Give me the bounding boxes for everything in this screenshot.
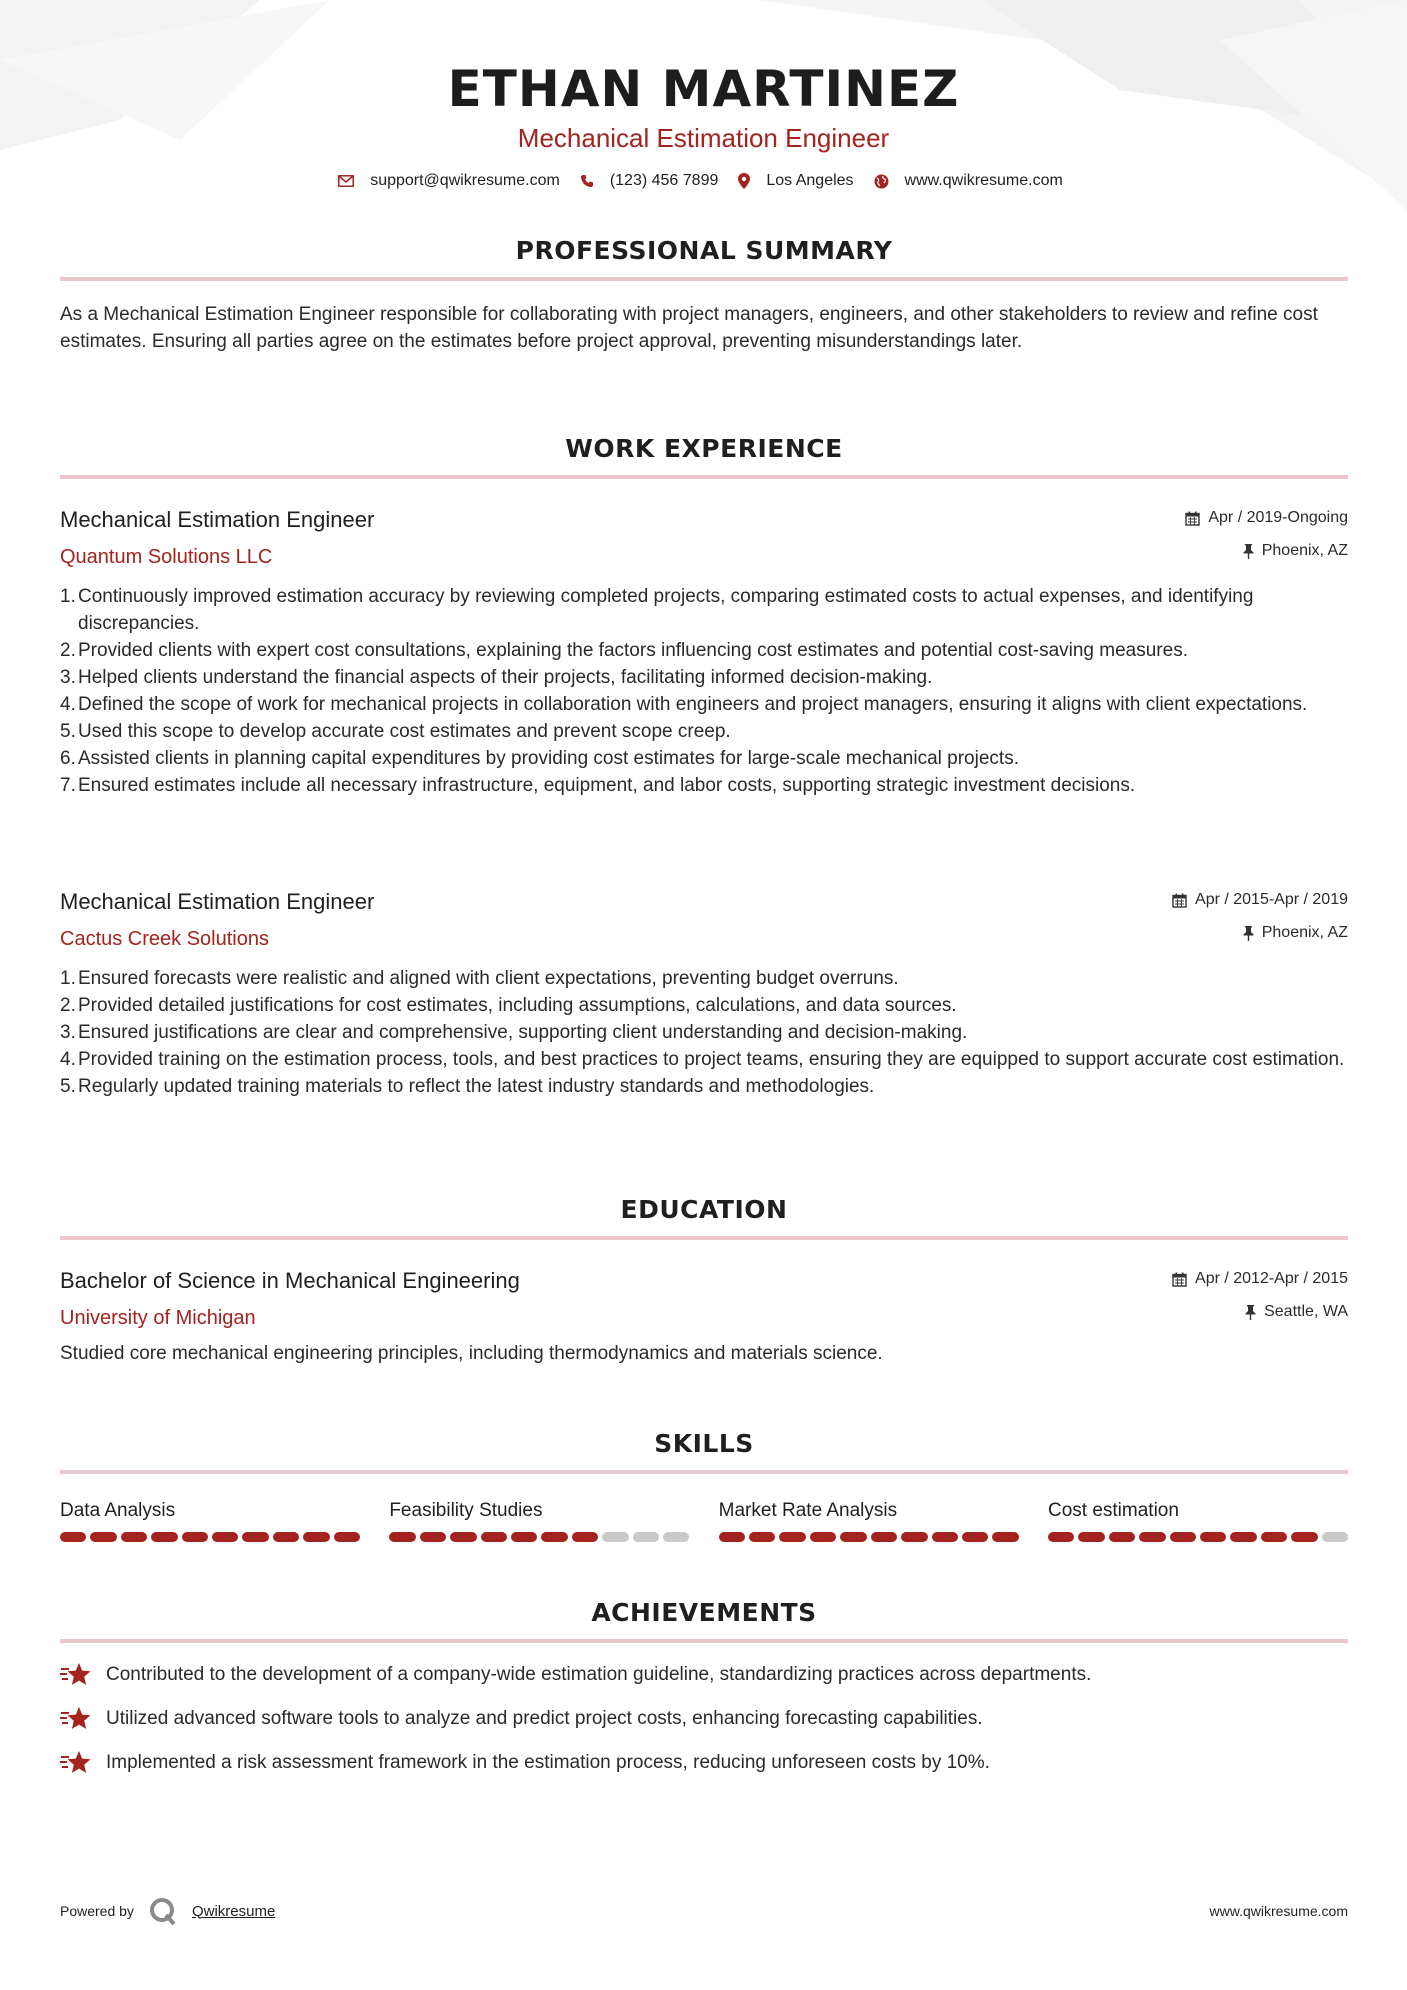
skill-item (719, 1498, 1019, 1542)
calendar-icon (1172, 1272, 1187, 1287)
skill-level-segment (1291, 1532, 1317, 1542)
skill-level-segment (749, 1532, 775, 1542)
contact-website-text: www.qwikresume.com (904, 172, 1063, 189)
skill-level-segment (779, 1532, 805, 1542)
skill-level-segment (1261, 1532, 1287, 1542)
job-bullet-list (60, 965, 1348, 1100)
skill-level-segment (719, 1532, 745, 1542)
skill-level-segment (242, 1532, 268, 1542)
star-icon (60, 1662, 92, 1688)
contact-phone-text: (123) 456 7899 (609, 172, 719, 189)
list-item: 3. Helped clients understand the financial aspects of their projects, facilitating informed decision-making. (60, 667, 933, 688)
skill-level-bar (1048, 1532, 1348, 1542)
list-item: 7. Ensured estimates include all necessary infrastructure, equipment, and labor costs, supporting strategic investment decisions. (60, 775, 1136, 796)
skill-level-segment (334, 1532, 360, 1542)
skill-level-segment (962, 1532, 988, 1542)
skill-item (60, 1498, 360, 1542)
candidate-name: ETHAN MARTINEZ (447, 60, 960, 118)
envelope-icon (338, 175, 354, 187)
section-divider (60, 1639, 1348, 1643)
education-school: University of Michigan (60, 1307, 256, 1329)
skill-level-segment (450, 1532, 476, 1542)
skill-level-segment (273, 1532, 299, 1542)
achievement-text: Implemented a risk assessment framework in the estimation process, reducing unforeseen costs by 10%. (106, 1752, 990, 1773)
contact-bar (0, 172, 1407, 190)
skills-section (60, 1429, 1348, 1542)
skill-level-segment (1109, 1532, 1135, 1542)
pushpin-icon (1245, 1305, 1256, 1320)
achievements-section (60, 1598, 1348, 1785)
powered-by-label: Powered by (60, 1903, 134, 1919)
skill-level-segment (182, 1532, 208, 1542)
skill-level-segment (1200, 1532, 1226, 1542)
skill-level-segment (303, 1532, 329, 1542)
skill-level-segment (992, 1532, 1018, 1542)
experience-heading: WORK EXPERIENCE (565, 434, 843, 463)
skill-level-segment (1048, 1532, 1074, 1542)
skill-level-segment (901, 1532, 927, 1542)
skill-level-segment (1078, 1532, 1104, 1542)
skill-level-segment (663, 1532, 689, 1542)
globe-icon (874, 174, 889, 189)
job-bullet-list (60, 583, 1348, 799)
contact-location (738, 172, 853, 190)
skill-level-segment (810, 1532, 836, 1542)
list-item: 5. Regularly updated training materials to reflect the latest industry standards and methodologies. (60, 1076, 875, 1097)
location-pin-icon (738, 173, 750, 189)
skill-level-segment (1230, 1532, 1256, 1542)
candidate-title: Mechanical Estimation Engineer (517, 123, 890, 153)
calendar-icon (1185, 511, 1200, 526)
achievement-text: Contributed to the development of a company-wide estimation guideline, standardizing practices across departments. (106, 1664, 1092, 1685)
section-divider (60, 475, 1348, 479)
contact-email[interactable] (338, 172, 560, 190)
section-divider (60, 1470, 1348, 1474)
skill-level-segment (932, 1532, 958, 1542)
summary-heading: PROFESSIONAL SUMMARY (515, 236, 893, 265)
skill-name: Data Analysis (60, 1500, 176, 1521)
job-dates: Apr / 2015-Apr / 2019 (1195, 891, 1348, 908)
page-footer (60, 1896, 1348, 1926)
skills-list (60, 1498, 1348, 1542)
job-company: Cactus Creek Solutions (60, 928, 269, 950)
resume-header (0, 0, 1407, 190)
achievements-heading: ACHIEVEMENTS (591, 1598, 817, 1627)
achievements-list (60, 1653, 1348, 1785)
list-item: 4. Provided training on the estimation process, tools, and best practices to project teams, ensuring they are equipped to support accurate cost estimation. (60, 1049, 1345, 1070)
phone-icon (580, 174, 594, 188)
skill-level-segment (602, 1532, 628, 1542)
skill-level-segment (389, 1532, 415, 1542)
skill-level-segment (121, 1532, 147, 1542)
education-description: Studied core mechanical engineering principles, including thermodynamics and materials science. (60, 1343, 883, 1364)
skill-level-bar (389, 1532, 689, 1542)
skills-heading: SKILLS (654, 1429, 754, 1458)
experience-section (60, 434, 1348, 479)
education-degree: Bachelor of Science in Mechanical Engineering (60, 1268, 520, 1293)
skill-name: Feasibility Studies (389, 1500, 543, 1521)
skill-item (1048, 1498, 1348, 1542)
skill-level-segment (151, 1532, 177, 1542)
qwikresume-logo-icon (148, 1896, 178, 1926)
contact-email-text: support@qwikresume.com (370, 172, 560, 189)
job-location: Phoenix, AZ (1261, 924, 1348, 941)
achievement-item (60, 1741, 1348, 1785)
list-item: 2. Provided clients with expert cost consultations, explaining the factors influencing cost estimates and potential cost-saving measures. (60, 640, 1188, 661)
job-role: Mechanical Estimation Engineer (60, 507, 375, 532)
job-role: Mechanical Estimation Engineer (60, 889, 375, 914)
job-entry (60, 888, 1348, 1100)
list-item: 1. Continuously improved estimation accuracy by reviewing completed projects, comparing estimated costs to actual expenses, and identifying discrepancies. (60, 586, 1254, 634)
skill-level-segment (1322, 1532, 1348, 1542)
list-item: 6. Assisted clients in planning capital expenditures by providing cost estimates for large-scale mechanical projects. (60, 748, 1019, 769)
contact-location-text: Los Angeles (766, 172, 854, 189)
contact-website[interactable] (874, 172, 1063, 190)
pushpin-icon (1243, 926, 1254, 941)
skill-level-bar (60, 1532, 360, 1542)
job-entry (60, 506, 1348, 799)
achievement-text: Utilized advanced software tools to analyze and predict project costs, enhancing forecasting capabilities. (106, 1708, 983, 1729)
education-heading: EDUCATION (620, 1195, 788, 1224)
job-dates: Apr / 2019-Ongoing (1208, 509, 1348, 526)
skill-level-segment (212, 1532, 238, 1542)
skill-item (389, 1498, 689, 1542)
summary-section (60, 236, 1348, 355)
list-item: 5. Used this scope to develop accurate cost estimates and prevent scope creep. (60, 721, 731, 742)
list-item: 2. Provided detailed justifications for cost estimates, including assumptions, calculations, and data sources. (60, 995, 957, 1016)
job-location: Phoenix, AZ (1261, 542, 1348, 559)
education-location: Seattle, WA (1264, 1303, 1348, 1320)
education-dates: Apr / 2012-Apr / 2015 (1195, 1270, 1348, 1287)
skill-level-segment (840, 1532, 866, 1542)
job-company: Quantum Solutions LLC (60, 546, 273, 568)
skill-level-segment (90, 1532, 116, 1542)
skill-level-segment (633, 1532, 659, 1542)
pushpin-icon (1243, 544, 1254, 559)
star-icon (60, 1750, 92, 1776)
education-entry (60, 1267, 1348, 1367)
skill-level-bar (719, 1532, 1019, 1542)
skill-name: Market Rate Analysis (718, 1500, 898, 1521)
list-item: 1. Ensured forecasts were realistic and aligned with client expectations, preventing budget overruns. (60, 968, 899, 989)
skill-level-segment (572, 1532, 598, 1542)
skill-level-segment (420, 1532, 446, 1542)
skill-level-segment (60, 1532, 86, 1542)
summary-text: As a Mechanical Estimation Engineer responsible for collaborating with project managers, engineers, and other stakeholders to review and refine cost estimates. Ensuring all parties agree on the estimates before project approval, preventing misunderstandings later. (60, 304, 1318, 352)
star-icon (60, 1706, 92, 1732)
calendar-icon (1172, 893, 1187, 908)
skill-level-segment (511, 1532, 537, 1542)
skill-level-segment (1139, 1532, 1165, 1542)
contact-phone[interactable] (580, 172, 719, 190)
skill-level-segment (1170, 1532, 1196, 1542)
skill-name: Cost estimation (1047, 1500, 1179, 1521)
skill-level-segment (481, 1532, 507, 1542)
skill-level-segment (871, 1532, 897, 1542)
achievement-item (60, 1697, 1348, 1741)
section-divider (60, 1236, 1348, 1240)
education-section (60, 1195, 1348, 1240)
list-item: 3. Ensured justifications are clear and comprehensive, supporting client understanding and decision-making. (60, 1022, 968, 1043)
qwikresume-link[interactable]: Qwikresume (191, 1902, 276, 1920)
achievement-item (60, 1653, 1348, 1697)
footer-url[interactable]: www.qwikresume.com (1209, 1903, 1348, 1919)
section-divider (60, 277, 1348, 281)
list-item: 4. Defined the scope of work for mechanical projects in collaboration with engineers and project managers, ensuring it aligns with client expectations. (60, 694, 1308, 715)
skill-level-segment (541, 1532, 567, 1542)
